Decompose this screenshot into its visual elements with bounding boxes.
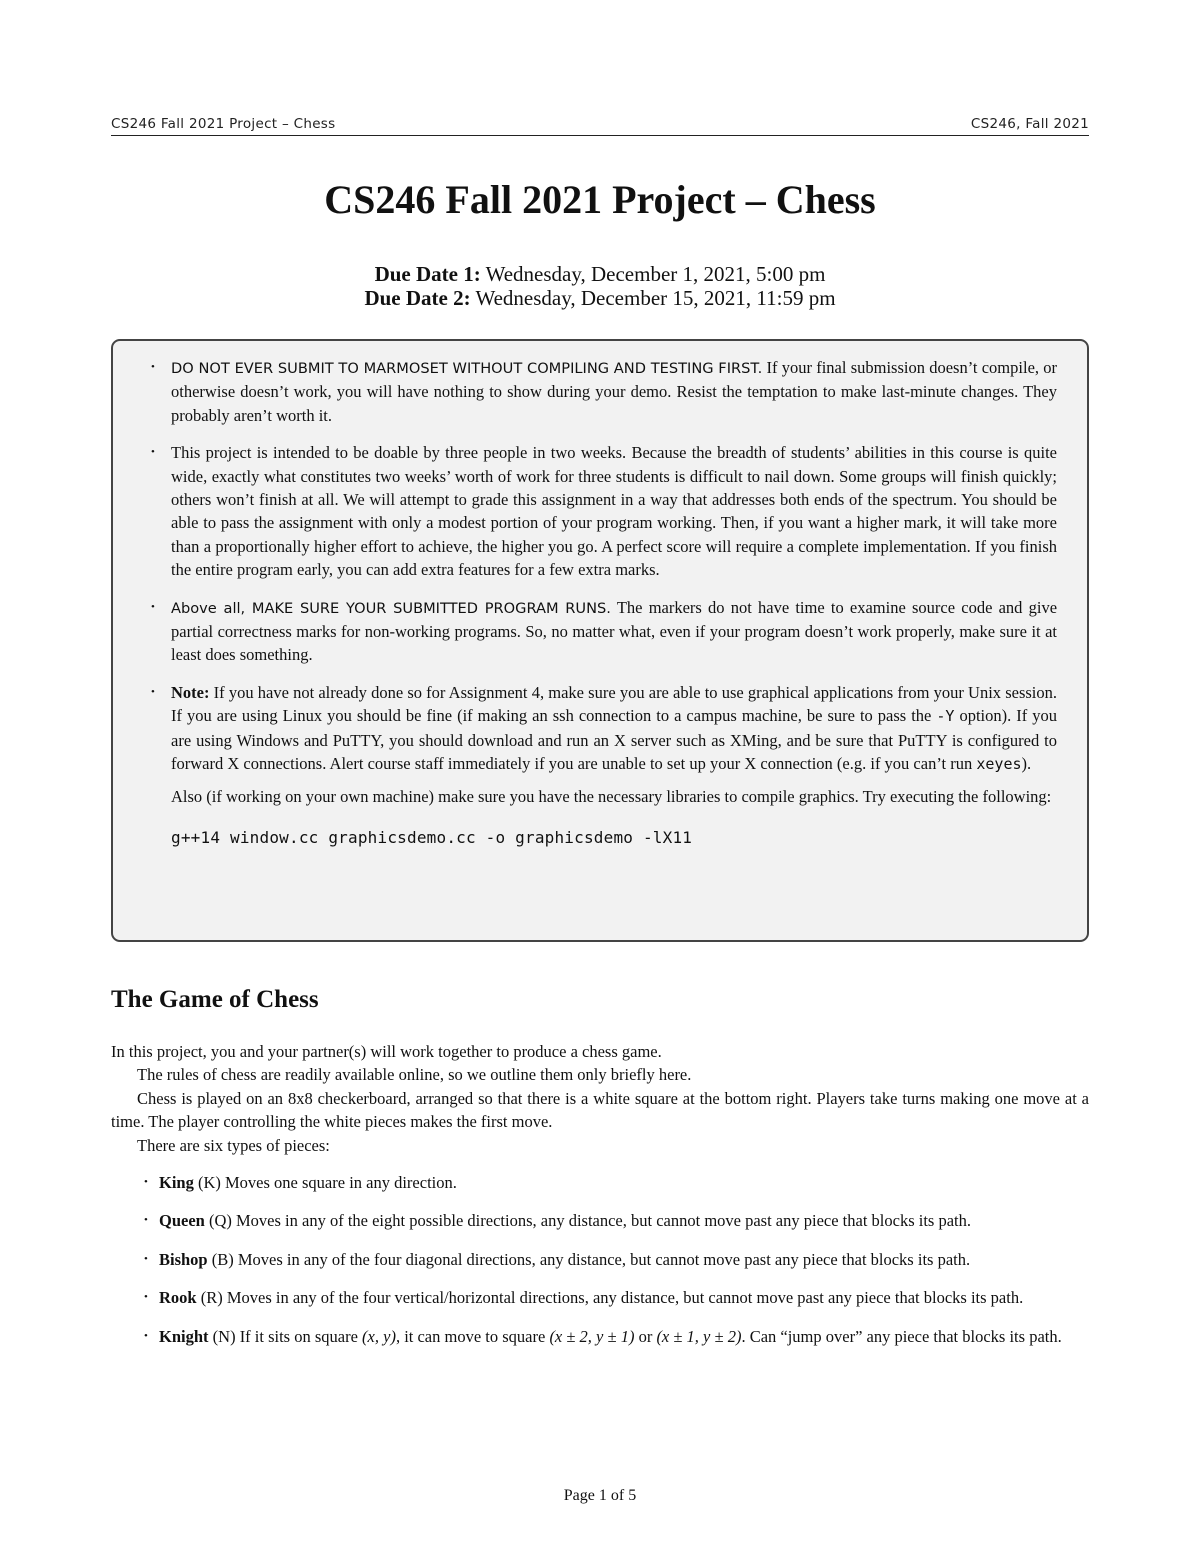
bullet-icon: •: [144, 1176, 148, 1189]
page-number: Page 1 of 5: [563, 1487, 637, 1504]
piece-list: [111, 1171, 1089, 1348]
section-body: [111, 1040, 1089, 1363]
piece-desc: Moves in any of the four vertical/horizontal directions, any distance, but cannot move past any piece that blocks its path.: [226, 1288, 1024, 1308]
due-date-2-value: Wednesday, December 15, 2021, 11:59 pm: [475, 286, 836, 310]
piece-abbr: (R): [200, 1288, 223, 1308]
piece-desc: . Can “jump over” any piece that blocks its path.: [741, 1326, 1062, 1346]
due-date-2: [0, 286, 1200, 311]
paragraph: There are six types of pieces:: [137, 1135, 330, 1155]
piece-name: Knight: [159, 1326, 209, 1346]
header-right: CS246, Fall 2021: [970, 116, 1089, 132]
list-item: [111, 1325, 1089, 1348]
piece-name: Bishop: [159, 1249, 208, 1269]
bullet-icon: •: [151, 446, 155, 459]
bullet-icon: •: [144, 1291, 148, 1304]
math-expr: (x ± 1, y ± 2): [656, 1326, 742, 1346]
header-left: CS246 Fall 2021 Project – Chess: [111, 116, 336, 132]
piece-desc: Moves in any of the four diagonal directions, any distance, but cannot move past any piece that blocks its path.: [237, 1249, 971, 1269]
notice-item-runs: [151, 596, 1058, 667]
bullet-icon: •: [144, 1329, 148, 1342]
compile-command: g++14 window.cc graphicsdemo.cc -o graphicsdemo -lX11: [171, 827, 693, 847]
paragraph: The rules of chess are readily available online, so we outline them only briefly here.: [137, 1065, 692, 1085]
list-item: [111, 1209, 1089, 1232]
piece-abbr: (Q): [208, 1211, 232, 1231]
piece-desc: Moves one square in any direction.: [225, 1173, 457, 1193]
piece-name: Queen: [159, 1211, 205, 1231]
notice-text: option). If you are using Windows and PuTTY, you should download and run an X server such as XMing, and be sure that PuTTY is configured to forward X connections. Alert course staff immediately if you are unable to set up your X connection (e.g. if you can’t run: [171, 706, 1058, 774]
due-date-1-value: Wednesday, December 1, 2021, 5:00 pm: [485, 262, 826, 286]
bullet-icon: •: [151, 600, 155, 613]
piece-desc: Moves in any of the eight possible directions, any distance, but cannot move past any piece that blocks its path.: [236, 1211, 971, 1231]
notice-text: The markers do not have time to examine source code and give partial correctness marks for non-working programs. So, no matter what, even if your program doesn’t work properly, make sure it at least does something.: [171, 597, 1058, 665]
list-item: [111, 1248, 1089, 1271]
bullet-icon: •: [151, 685, 155, 698]
piece-abbr: (N): [212, 1326, 236, 1346]
notice-item-graphics: [151, 681, 1058, 849]
piece-desc: or: [638, 1326, 653, 1346]
notice-text: If your final submission doesn’t compile, or otherwise doesn’t work, you will have nothing to show during your demo. Resist the temptation to make last-minute changes. They probably aren’t worth it.: [171, 358, 1058, 425]
piece-name: Rook: [159, 1288, 197, 1308]
bullet-icon: •: [144, 1214, 148, 1227]
notice-item-scope: [151, 441, 1057, 581]
notice-text: ).: [1021, 754, 1032, 774]
piece-desc: If it sits on square: [239, 1326, 358, 1346]
list-item: [111, 1171, 1089, 1194]
notice-libraries-text: Also (if working on your own machine) make sure you have the necessary libraries to compile graphics. Try executing the following:: [171, 786, 1052, 806]
xeyes-command: xeyes: [976, 755, 1022, 774]
piece-abbr: (B): [211, 1249, 234, 1269]
bullet-icon: •: [144, 1252, 148, 1265]
bullet-icon: •: [151, 361, 155, 373]
section-heading: The Game of Chess: [111, 986, 319, 1013]
notice-item-compile: [151, 356, 1058, 427]
due-date-1-label: Due Date 1:: [374, 262, 481, 286]
paragraph: Chess is played on an 8x8 checkerboard, arranged so that there is a white square at the bottom right. Players take turns making one move at a time. The player controlling the white pieces makes the first move.: [111, 1088, 1089, 1132]
notice-box: [111, 339, 1089, 942]
piece-name: King: [159, 1173, 194, 1193]
document-title: CS246 Fall 2021 Project – Chess: [324, 177, 876, 222]
math-expr: (x, y): [362, 1326, 396, 1346]
paragraph: In this project, you and your partner(s) will work together to produce a chess game.: [111, 1042, 662, 1061]
ssh-flag: -Y: [936, 707, 955, 726]
notice-caps: Above all, MAKE SURE YOUR SUBMITTED PROGRAM RUNS.: [171, 599, 611, 617]
math-expr: (x ± 2, y ± 1): [549, 1326, 635, 1346]
piece-desc: , it can move to square: [395, 1326, 546, 1346]
due-date-1: [0, 262, 1200, 287]
running-header: [111, 116, 1089, 136]
notice-text: If you have not already done so for Assignment 4, make sure you are able to use graphical applications from your Unix session. If you are using Linux you should be fine (if making an ssh connection to a campus machine, be sure to pass the: [171, 682, 1058, 726]
note-label: Note:: [171, 682, 210, 702]
list-item: [111, 1286, 1089, 1309]
due-date-2-label: Due Date 2:: [364, 286, 471, 310]
piece-abbr: (K): [197, 1173, 221, 1193]
notice-caps: DO NOT EVER SUBMIT TO MARMOSET WITHOUT COMPILING AND TESTING FIRST.: [171, 360, 763, 377]
notice-text: This project is intended to be doable by three people in two weeks. Because the breadth of students’ abilities in this course is quite wide, exactly what constitutes two weeks’ worth of work for three students is difficult to nail down. Some groups will finish quickly; others won’t finish at all. We will attempt to grade this assignment in a way that addresses both ends of the spectrum. You should be able to pass the assignment with only a modest portion of your program working. Then, if you want a higher mark, it will take more than a proportionally higher effort to achieve, the higher you go. A perfect score will require a complete implementation. If you finish the entire program early, you can add extra features for a few extra marks.: [171, 443, 1057, 580]
